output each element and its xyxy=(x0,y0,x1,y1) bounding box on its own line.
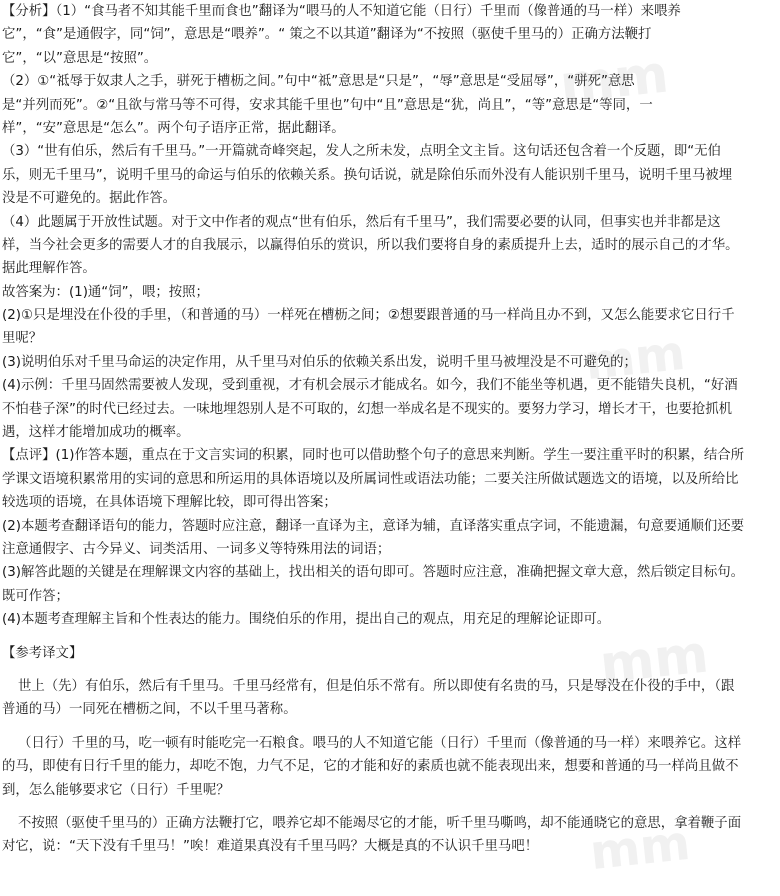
watermark: mm xyxy=(587,814,693,882)
analysis-line: 它”，“食”是通假字，同“饲”，意思是“喂养”。“ 策之不以其道”翻译为“不按照（驱使千里马的）正确方法鞭打 xyxy=(2,27,652,43)
comment-line: 既可作答； xyxy=(2,588,69,604)
translation-paragraph xyxy=(2,732,776,802)
comment-line: 注意通假字、古今异义、词类活用、一词多义等特殊用法的词语； xyxy=(2,541,391,557)
analysis-line: （4）此题属于开放性试题。对于文中作者的观点“世有伯乐，然后有千里马”，我们需要必要的认同，但事实也并非都是这 xyxy=(2,214,721,230)
analysis-line: 是“并列而死”。②“且欲与常马等不可得，安求其能千里也”句中“且”意思是“犹，尚且”，“等”意思是“等同，一 xyxy=(2,97,653,113)
answer-line: 故答案为：(1)通“饲”，喂；按照； xyxy=(2,284,209,300)
answer-line: (4)示例：千里马固然需要被人发现，受到重视，才有机会展示才能成名。如今，我们不能坐等机遇，更不能错失良机，“好酒 xyxy=(2,378,738,394)
translation-line: 对它，说：“天下没有千里马！”唉！难道果真没有千里马吗？大概是真的不认识千里马吧！ xyxy=(2,839,539,855)
answer-line: (3)说明伯乐对千里马命运的决定作用，从千里马对伯乐的依赖关系出发，说明千里马被埋没是不可避免的； xyxy=(2,354,637,370)
comment-line: (2)本题考查翻译语句的能力，答题时应注意，翻译一直译为主，意译为辅，直译落实重点字词，不能遗漏，句意要通顺们还要 xyxy=(2,518,745,534)
comment-line: 学课文语境积累常用的实词的意思和所运用的具体语境以及所属词性或语法功能；二要关注所做试题选文的语境，以及所给比 xyxy=(2,471,739,487)
watermark: mm xyxy=(557,44,672,116)
comment-line: (4)本题考查理解主旨和个性表达的能力。围绕伯乐的作用，提出自己的观点，用充足的理解论证即可。 xyxy=(2,612,611,628)
translation-section xyxy=(2,642,776,859)
translation-paragraph xyxy=(2,675,776,722)
translation-line: 的马，即使有日行千里的能力，却吃不饱，力气不足，它的才能和好的素质也就不能表现出来，想要和普通的马一样尚且做不 xyxy=(2,759,739,775)
answer-line: 不怕巷子深”的时代已经过去。一味地埋怨别人是不可取的，幻想一举成名是不现实的。要努力学习，增长才干，也要抢抓机 xyxy=(2,401,733,417)
comment-line: (3)解答此题的关键是在理解课文内容的基础上，找出相关的语句即可。答题时应注意，准确把握文章大意，然后锁定目标句。 xyxy=(2,565,745,581)
translation-line: 不按照（驱使千里马的）正确方法鞭打它，喂养它却不能竭尽它的才能，听千里马嘶鸣，却不能通晓它的意思，拿着鞭子面 xyxy=(18,815,742,831)
answer-line: 里呢？ xyxy=(2,331,43,347)
translation-line: 到，怎么能够要求它（日行）千里呢？ xyxy=(2,782,230,798)
answer-section xyxy=(2,281,776,445)
watermark: mm xyxy=(597,624,712,696)
spacer xyxy=(2,632,776,642)
analysis-line: 它”，“以”意思是“按照”。 xyxy=(2,50,158,66)
comment-section xyxy=(2,444,776,631)
watermark: mm xyxy=(582,324,688,392)
comment-line: 【点评】(1)作答本题，重点在于文言实词的积累，同时也可以借助整个句子的意思来判断。学生一要注重平时的积累，结合所 xyxy=(2,448,745,464)
analysis-line: 乐，则无千里马”，说明千里马的命运与伯乐的依赖关系。换句话说，就是除伯乐而外没有人能识别千里马，说明千里马被埋 xyxy=(2,167,733,183)
analysis-line: 没是不可避免的。据此作答。 xyxy=(2,191,177,207)
translation-heading: 【参考译文】 xyxy=(2,645,83,661)
translation-line: 普通的马）一同死在槽枥之间，不以千里马著称。 xyxy=(2,702,297,718)
analysis-line: 据此理解作答。 xyxy=(2,261,96,277)
analysis-line: 样”，“安”意思是“怎么”。两个句子语序正常，据此翻译。 xyxy=(2,120,345,136)
spacer xyxy=(2,722,776,732)
solution-document xyxy=(2,0,776,859)
spacer xyxy=(2,665,776,675)
answer-line: (2)①只是埋没在仆役的手里，（和普通的马）一样死在槽枥之间；②想要跟普通的马一样尚且办不到，又怎么能要求它日行千 xyxy=(2,308,735,324)
translation-paragraph xyxy=(2,812,776,859)
analysis-section xyxy=(2,0,776,281)
answer-line: 遇，这样才能增加成功的概率。 xyxy=(2,425,190,441)
analysis-line: （2）①“祗辱于奴隶人之手，骈死于槽枥之间。”句中“祗”意思是“只是”，“辱”意思是“受屈辱”，“骈死”意思 xyxy=(2,74,635,90)
analysis-line: （3）“世有伯乐，然后有千里马。”一开篇就奇峰突起，发人之所未发，点明全文主旨。这句话还包含着一个反题，即“无伯 xyxy=(2,144,721,160)
analysis-line: 【分析】（1）“食马者不知其能千里而食也”翻译为“喂马的人不知道它能（日行）千里而（像普通的马一样）来喂养 xyxy=(2,4,681,19)
spacer xyxy=(2,802,776,812)
translation-line: 世上（先）有伯乐，然后有千里马。千里马经常有，但是伯乐不常有。所以即使有名贵的马，只是辱没在仆役的手中，（跟 xyxy=(18,678,735,694)
analysis-line: 样，当今社会更多的需要人才的自我展示，以赢得伯乐的赏识，所以我们要将自身的素质提升上去，适时的展示自己的才华。 xyxy=(2,237,739,253)
comment-line: 较选项的语境，在具体语境下理解比较，即可得出答案； xyxy=(2,495,337,511)
translation-line: （日行）千里的马，吃一顿有时能吃完一石粮食。喂马的人不知道它能（日行）千里而（像普通的马一样）来喂养它。这样 xyxy=(18,735,742,751)
